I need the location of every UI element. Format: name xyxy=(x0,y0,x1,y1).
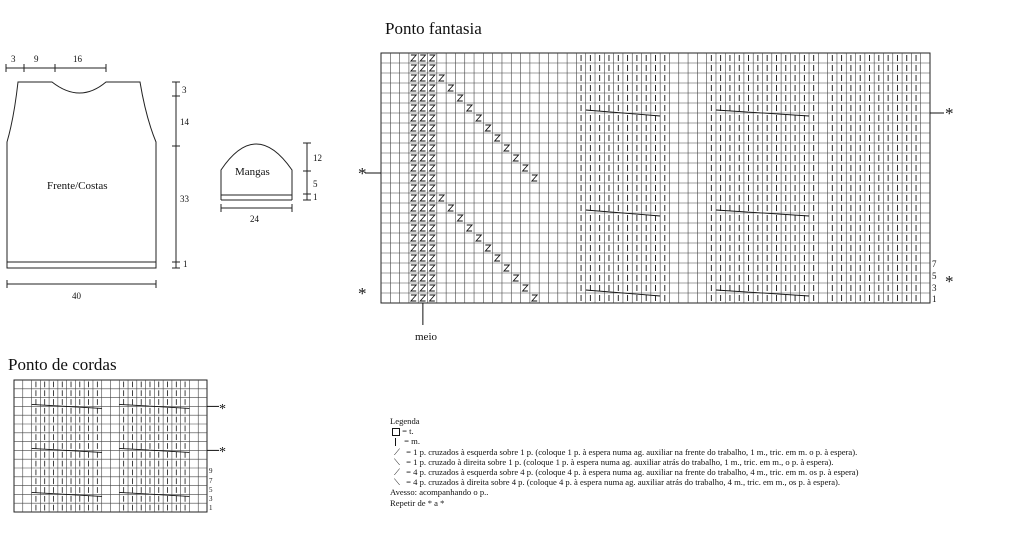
dim-right-1: 1 xyxy=(183,259,188,269)
vertical-bar-icon xyxy=(395,438,396,446)
dim-bottom-40: 40 xyxy=(72,291,81,301)
fantasia-row-1: 1 xyxy=(932,294,937,304)
dim-right-14: 14 xyxy=(180,117,189,127)
legend-item-cross-left-1: ⟋ = 1 p. cruzados à esquerda sobre 1 p. (coloque 1 p. à espera numa ag. auxiliar na frente do trabalho, 1 m., tric. em m. o p. à espera). xyxy=(390,447,858,457)
body-label: Frente/Costas xyxy=(47,180,108,192)
fantasia-row-3: 3 xyxy=(932,283,937,293)
fantasia-marker-right-2: * xyxy=(945,272,954,291)
middle-label: meio xyxy=(415,331,437,343)
fantasia-title: Ponto fantasia xyxy=(385,19,482,38)
cross-right-1-icon: ⟍ xyxy=(393,456,401,467)
cross-right-4-icon: ⟍ xyxy=(393,477,401,488)
dim-right-3: 3 xyxy=(182,85,187,95)
legend-item-cross-left-4: ⟋ = 4 p. cruzados à esquerda sobre 4 p. (coloque 4 p. à espera numa ag. auxiliar na frente do trabalho, 4 m., tric. em m. os p. à espera) xyxy=(390,467,858,477)
cordas-row-5: 5 xyxy=(209,486,213,494)
fantasia-marker-left-2: * xyxy=(358,284,367,303)
dim-top-3: 3 xyxy=(11,54,16,64)
dim-top-16: 16 xyxy=(73,54,82,64)
legend-item-purl: = t. xyxy=(390,426,858,436)
sleeve-dim-1: 1 xyxy=(313,192,318,202)
cordas-row-9: 9 xyxy=(209,467,213,475)
cordas-grid-lines xyxy=(14,380,207,512)
cross-left-4-icon: ⟋ xyxy=(393,467,401,478)
cordas-row-3: 3 xyxy=(209,495,213,503)
fantasia-row-5: 5 xyxy=(932,271,937,281)
sleeve-dim-24: 24 xyxy=(250,214,259,224)
cordas-title: Ponto de cordas xyxy=(8,355,117,374)
sleeve-label: Mangas xyxy=(235,166,270,178)
legend-item-knit: = m. xyxy=(390,436,858,446)
legend xyxy=(390,416,858,508)
dim-top-9: 9 xyxy=(34,54,39,64)
cordas-marker-1: * xyxy=(219,402,226,417)
cordas-row-1: 1 xyxy=(209,504,213,512)
empty-square-icon xyxy=(392,428,400,436)
cordas-marker-2: * xyxy=(219,445,226,460)
sleeve-dim-12: 12 xyxy=(313,153,322,163)
legend-title: Legenda xyxy=(390,416,420,426)
cordas-row-7: 7 xyxy=(209,477,213,485)
dim-right-33: 33 xyxy=(180,194,189,204)
legend-item-cross-right-1: ⟍ = 1 p. cruzado à direita sobre 1 p. (coloque 1 p. à espera numa ag. auxiliar atrás do trabalho, 1 m., tric. em m., o p. à espera). xyxy=(390,457,858,467)
legend-note-repeat: Repetir de * a * xyxy=(390,497,445,508)
fantasia-row-7: 7 xyxy=(932,259,937,269)
cross-left-1-icon: ⟋ xyxy=(393,446,401,457)
sleeve-dim-5: 5 xyxy=(313,179,318,189)
fantasia-marker-right-1: * xyxy=(945,104,954,123)
legend-item-cross-right-4: ⟍ = 4 p. cruzados à direita sobre 4 p. (coloque 4 p. à espera numa ag. auxiliar atrás do trabalho, 4 m., tric. em m., os p. à espera). xyxy=(390,477,858,487)
legend-note-wrong-side: Avesso: acompanhando o p.. xyxy=(390,487,489,498)
fantasia-marker-left-1: * xyxy=(358,164,367,183)
